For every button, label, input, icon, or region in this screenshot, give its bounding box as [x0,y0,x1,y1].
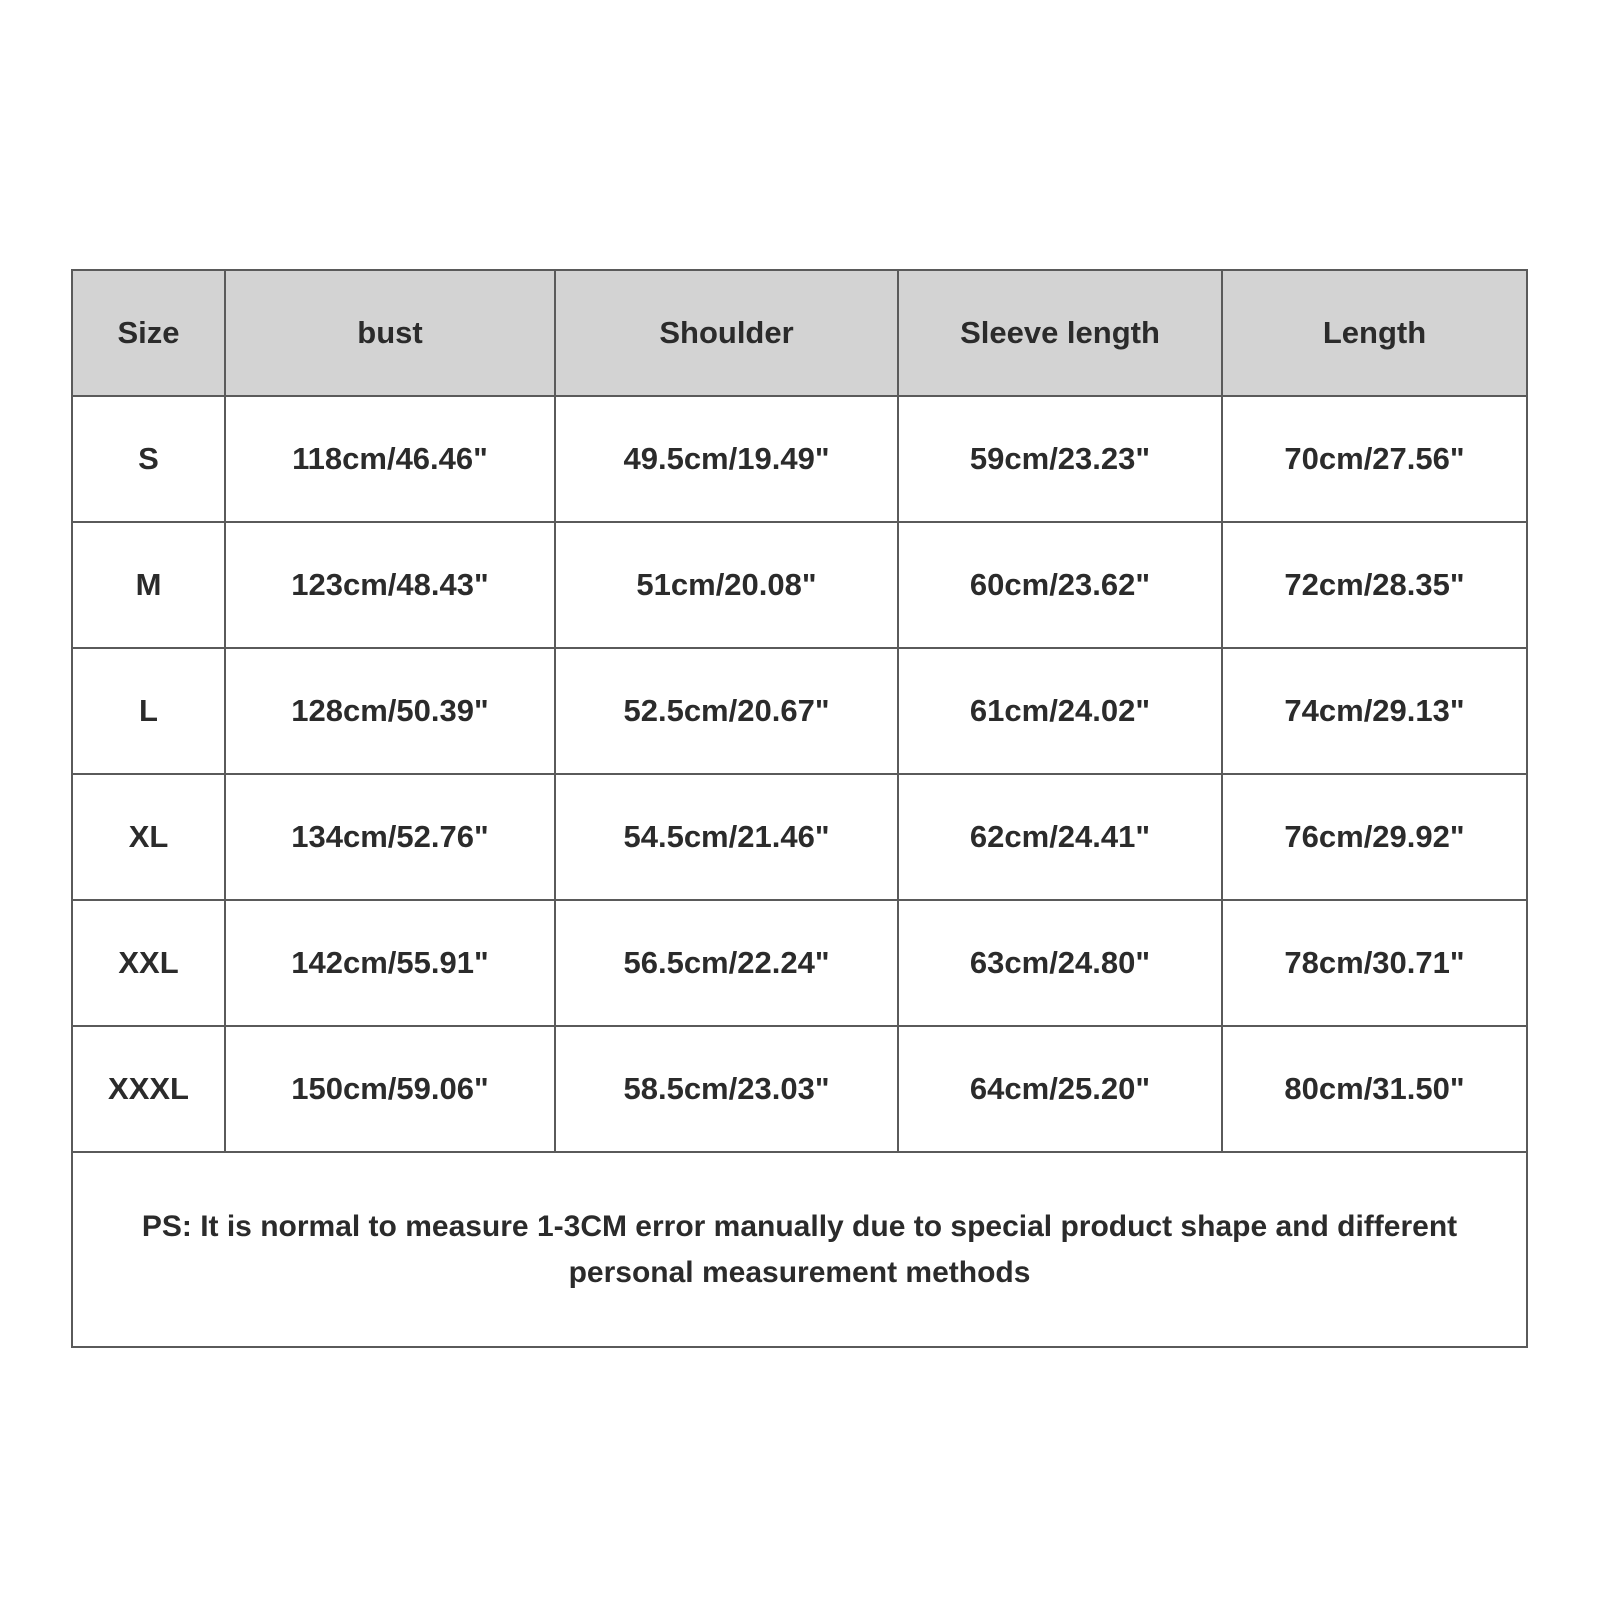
header-shoulder: Shoulder [555,270,898,396]
cell-shoulder: 51cm/20.08" [555,522,898,648]
measurement-note-cell [72,1152,1527,1347]
cell-bust: 128cm/50.39" [225,648,555,774]
cell-length: 80cm/31.50" [1222,1026,1527,1152]
header-size: Size [72,270,225,396]
cell-bust: 150cm/59.06" [225,1026,555,1152]
table-row [72,774,1527,900]
cell-size: XXXL [72,1026,225,1152]
cell-bust: 134cm/52.76" [225,774,555,900]
cell-length: 74cm/29.13" [1222,648,1527,774]
note-row [72,1152,1527,1347]
table-row [72,522,1527,648]
cell-sleeve-length: 61cm/24.02" [898,648,1222,774]
cell-shoulder: 49.5cm/19.49" [555,396,898,522]
cell-length: 76cm/29.92" [1222,774,1527,900]
cell-length: 78cm/30.71" [1222,900,1527,1026]
table-row [72,1026,1527,1152]
cell-size: L [72,648,225,774]
cell-shoulder: 56.5cm/22.24" [555,900,898,1026]
cell-bust: 118cm/46.46" [225,396,555,522]
cell-bust: 123cm/48.43" [225,522,555,648]
cell-size: S [72,396,225,522]
cell-shoulder: 52.5cm/20.67" [555,648,898,774]
cell-shoulder: 54.5cm/21.46" [555,774,898,900]
cell-sleeve-length: 62cm/24.41" [898,774,1222,900]
cell-sleeve-length: 63cm/24.80" [898,900,1222,1026]
table-row [72,900,1527,1026]
cell-length: 70cm/27.56" [1222,396,1527,522]
header-bust: bust [225,270,555,396]
cell-size: M [72,522,225,648]
size-chart-table [71,269,1528,1348]
cell-sleeve-length: 60cm/23.62" [898,522,1222,648]
cell-shoulder: 58.5cm/23.03" [555,1026,898,1152]
table-row [72,396,1527,522]
cell-sleeve-length: 64cm/25.20" [898,1026,1222,1152]
header-sleeve-length: Sleeve length [898,270,1222,396]
header-length: Length [1222,270,1527,396]
cell-size: XL [72,774,225,900]
cell-length: 72cm/28.35" [1222,522,1527,648]
cell-size: XXL [72,900,225,1026]
header-row [72,270,1527,396]
measurement-note: PS: It is normal to measure 1-3CM error manually due to special product shape and different personal measurement methods [141,1209,1458,1289]
table-row [72,648,1527,774]
cell-sleeve-length: 59cm/23.23" [898,396,1222,522]
cell-bust: 142cm/55.91" [225,900,555,1026]
